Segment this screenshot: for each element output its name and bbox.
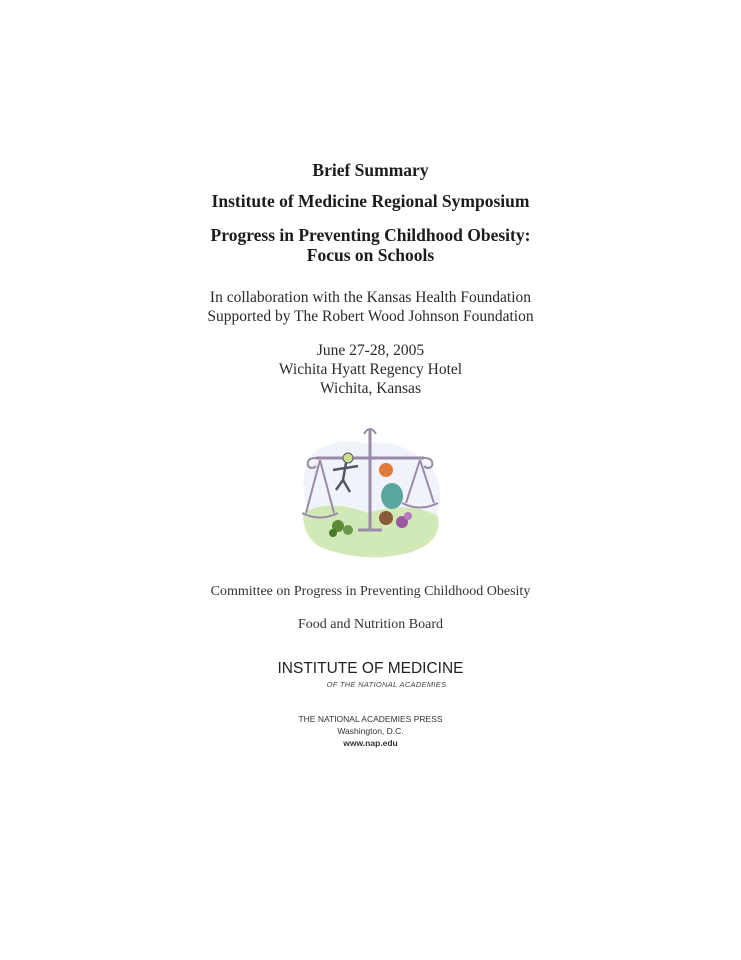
scale-illustration-icon (288, 418, 453, 563)
event-date: June 27-28, 2005 (316, 342, 425, 359)
event-location: Wichita, Kansas (320, 380, 421, 397)
document-title: Brief Summary (312, 160, 429, 180)
publisher-url[interactable]: www.nap.edu (343, 738, 398, 748)
board-name: Food and Nutrition Board (297, 617, 444, 632)
support-text: Supported by The Robert Wood Johnson Foundation (207, 308, 534, 325)
committee-name: Committee on Progress in Preventing Childhood Obesity (210, 584, 531, 599)
topic-line-1: Progress in Preventing Childhood Obesity: (210, 225, 531, 245)
topic-line-2: Focus on Schools (306, 245, 435, 265)
document-subtitle: Institute of Medicine Regional Symposium (211, 191, 530, 211)
event-venue: Wichita Hyatt Regency Hotel (278, 361, 463, 378)
publisher-name: THE NATIONAL ACADEMIES PRESS (298, 714, 443, 724)
institution-logo: INSTITUTE OF MEDICINE (277, 660, 464, 677)
collaboration-text: In collaboration with the Kansas Health Foundation (209, 289, 532, 306)
institution-sub: OF THE NATIONAL ACADEMIES (326, 680, 447, 689)
publisher-city: Washington, D.C. (337, 726, 404, 736)
